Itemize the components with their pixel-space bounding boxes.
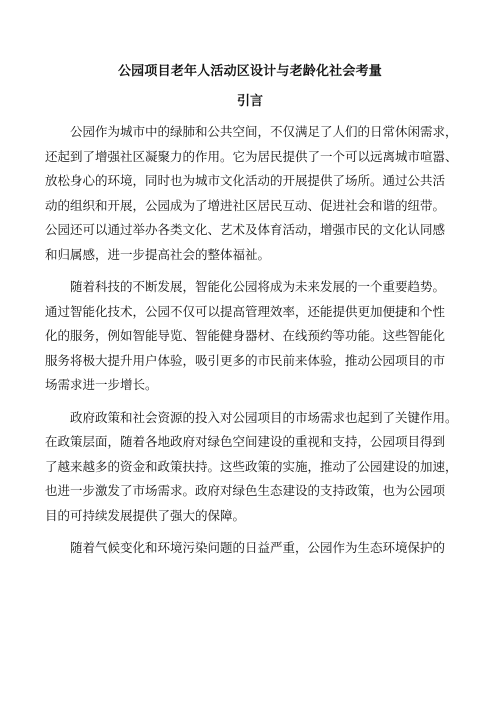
paragraph-line: 政府政策和社会资源的投入对公园项目的市场需求也起到了关键作用。 xyxy=(70,409,458,425)
document-title: 公园项目老年人活动区设计与老龄化社会考量 xyxy=(117,64,382,79)
document-body xyxy=(45,120,465,569)
paragraph xyxy=(45,536,465,561)
paragraph-line: 通过智能化技术，公园不仅可以提高管理效率，还能提供更加便捷和个性 xyxy=(45,303,446,319)
paragraph-line: 在政策层面，随着各地政府对绿色空间建设的重视和支持，公园项目得到 xyxy=(45,434,446,449)
paragraph-line: 动的组织和开展，公园成为了增进社区居民互动、促进社会和谐的纽带。 xyxy=(45,197,446,213)
paragraph-line: 了越来越多的资金和政策扶持。这些政策的实施，推动了公园建设的加速， xyxy=(45,458,458,474)
paragraph-line: 目的可持续发展提供了强大的保障。 xyxy=(45,507,246,523)
paragraph-line: 和归属感，进一步提高社会的整体福祉。 xyxy=(45,246,271,262)
paragraph-line: 放松身心的环境，同时也为城市文化活动的开展提供了场所。通过公共活 xyxy=(45,173,446,188)
paragraph-line: 化的服务，例如智能导览、智能健身器材、在线预约等功能。这些智能化 xyxy=(45,328,446,343)
paragraph xyxy=(45,275,465,398)
paragraph-line: 也进一步激发了市场需求。政府对绿色生态建设的支持政策，也为公园项 xyxy=(45,483,446,498)
paragraph-line: 还起到了增强社区凝聚力的作用。它为居民提供了一个可以远离城市喧嚣、 xyxy=(45,148,458,164)
paragraph xyxy=(45,406,465,529)
paragraph-line: 随着科技的不断发展，智能化公园将成为未来发展的一个重要趋势。 xyxy=(70,279,446,294)
paragraph-line: 场需求进一步增长。 xyxy=(45,377,158,392)
paragraph-line: 服务将极大提升用户体验，吸引更多的市民前来体验，推动公园项目的市 xyxy=(45,352,446,368)
paragraph xyxy=(45,120,465,267)
section-heading: 引言 xyxy=(236,94,263,109)
paragraph-line: 公园还可以通过举办各类文化、艺术及体育活动，增强市民的文化认同感 xyxy=(45,222,446,237)
paragraph-line: 公园作为城市中的绿肺和公共空间，不仅满足了人们的日常休闲需求， xyxy=(70,124,458,139)
paragraph-line: 随着气候变化和环境污染问题的日益严重，公园作为生态环境保护的 xyxy=(70,540,446,555)
